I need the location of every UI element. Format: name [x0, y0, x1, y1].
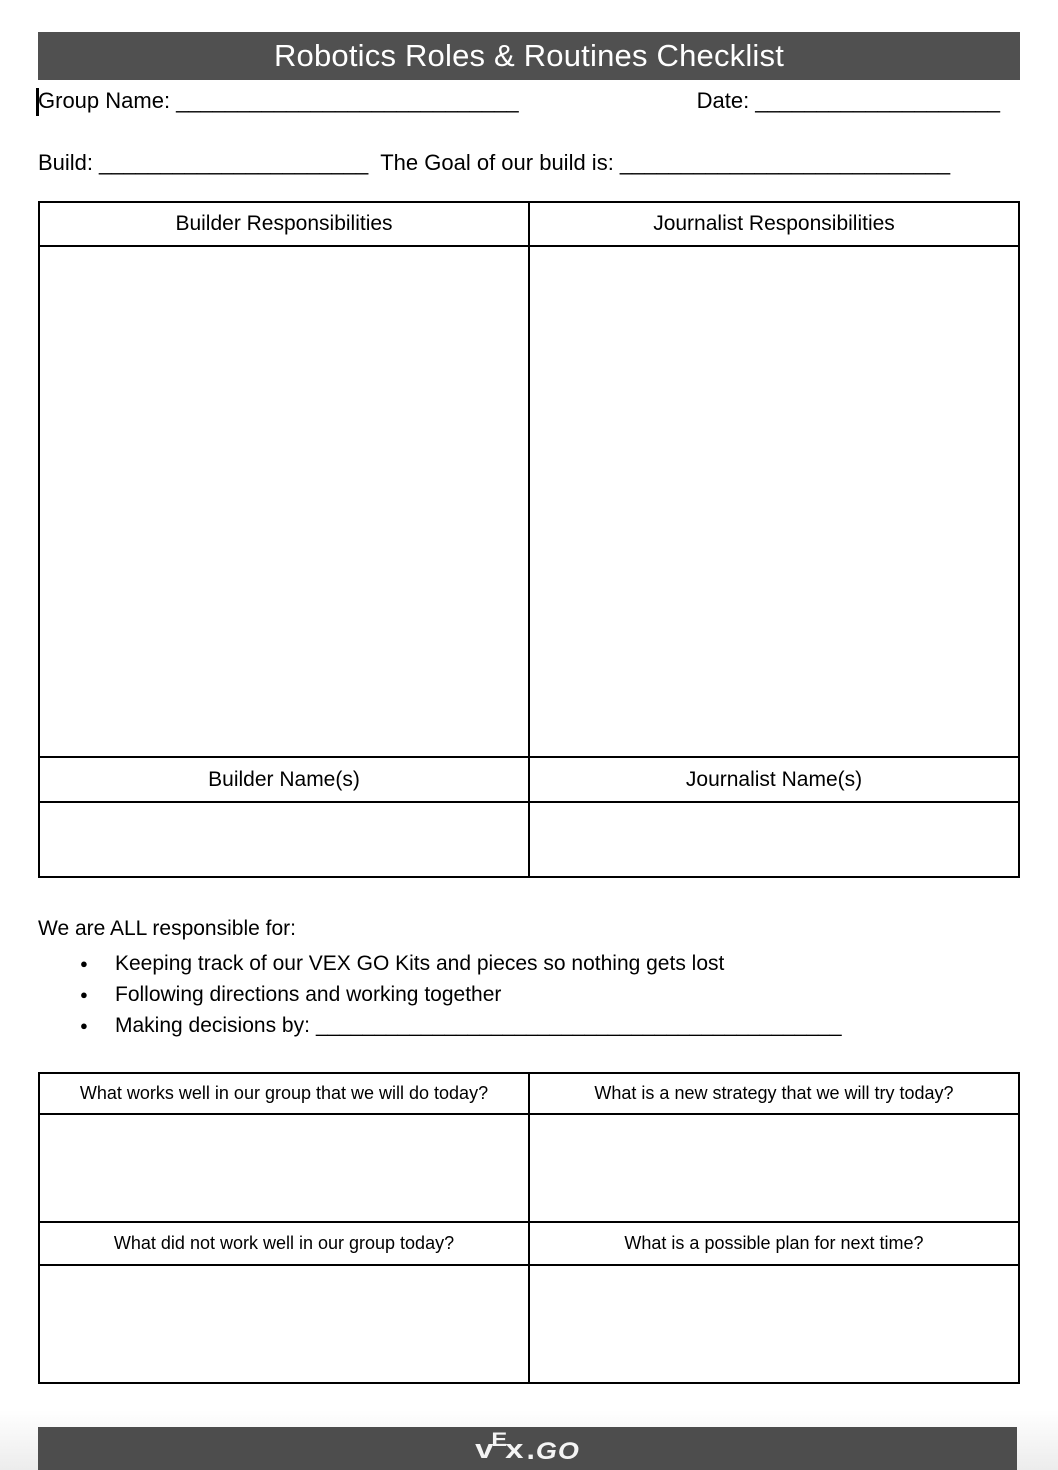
reflection-table [38, 1072, 1020, 1384]
works-well-cell[interactable] [39, 1114, 529, 1222]
making-decisions-label: Making decisions by: [115, 1014, 310, 1037]
responsibility-text: Following directions and working together [115, 983, 502, 1006]
build-label: Build: [38, 150, 94, 175]
group-name-blank[interactable]: ____________________________ [176, 88, 519, 113]
builder-responsibilities-cell[interactable] [39, 246, 529, 757]
roles-content-row [39, 246, 1019, 757]
names-header-row [39, 757, 1019, 802]
date-label: Date: [696, 88, 750, 113]
new-strategy-cell[interactable] [529, 1114, 1019, 1222]
date-blank[interactable]: ____________________ [755, 88, 1000, 113]
build-blank[interactable]: ______________________ [99, 150, 369, 175]
group-date-line [38, 86, 1000, 116]
reflection-header-row-2 [39, 1222, 1019, 1265]
list-item [38, 979, 1020, 1010]
vex-go-logo [475, 1432, 580, 1465]
builder-names-header: Builder Name(s) [39, 757, 529, 802]
did-not-work-header: What did not work well in our group today? [39, 1222, 529, 1265]
list-item [38, 1010, 1020, 1041]
next-time-header: What is a possible plan for next time? [529, 1222, 1019, 1265]
making-decisions-blank[interactable]: _____________________________________________ [315, 1014, 842, 1037]
new-strategy-header: What is a new strategy that we will try today? [529, 1073, 1019, 1114]
logo-dot: . [526, 1433, 535, 1466]
journalist-names-cell[interactable] [529, 802, 1019, 877]
title-bar [38, 32, 1020, 80]
build-goal-line [38, 148, 950, 178]
bullet-icon: ● [80, 1018, 88, 1033]
page-title: Robotics Roles & Routines Checklist [273, 38, 785, 73]
reflection-answer-row-2 [39, 1265, 1019, 1383]
reflection-answer-row-1 [39, 1114, 1019, 1222]
journalist-responsibilities-cell[interactable] [529, 246, 1019, 757]
shared-responsibilities-section [38, 914, 1020, 1041]
journalist-responsibilities-header: Journalist Responsibilities [529, 202, 1019, 246]
responsibilities-list [38, 948, 1020, 1041]
reflection-header-row-1 [39, 1073, 1019, 1114]
goal-label: The Goal of our build is: [380, 150, 614, 175]
logo-letter-x: x [505, 1433, 525, 1464]
builder-names-cell[interactable] [39, 802, 529, 877]
next-time-cell[interactable] [529, 1265, 1019, 1383]
list-item [38, 948, 1020, 979]
roles-table [38, 201, 1020, 878]
footer-bar [38, 1427, 1017, 1470]
logo-letter-v: v [475, 1433, 495, 1464]
roles-header-row [39, 202, 1019, 246]
journalist-names-header: Journalist Name(s) [529, 757, 1019, 802]
goal-blank[interactable]: ___________________________ [619, 150, 951, 175]
builder-responsibilities-header: Builder Responsibilities [39, 202, 529, 246]
responsibilities-intro: We are ALL responsible for: [38, 917, 296, 940]
group-name-label: Group Name: [38, 88, 171, 113]
logo-letter-e: E [491, 1430, 508, 1451]
logo-go: GO [535, 1437, 580, 1465]
works-well-header: What works well in our group that we will do today? [39, 1073, 529, 1114]
responsibility-text: Keeping track of our VEX GO Kits and pieces so nothing gets lost [115, 952, 725, 975]
bullet-icon: ● [80, 956, 88, 971]
bullet-icon: ● [80, 987, 88, 1002]
did-not-work-cell[interactable] [39, 1265, 529, 1383]
names-content-row [39, 802, 1019, 877]
